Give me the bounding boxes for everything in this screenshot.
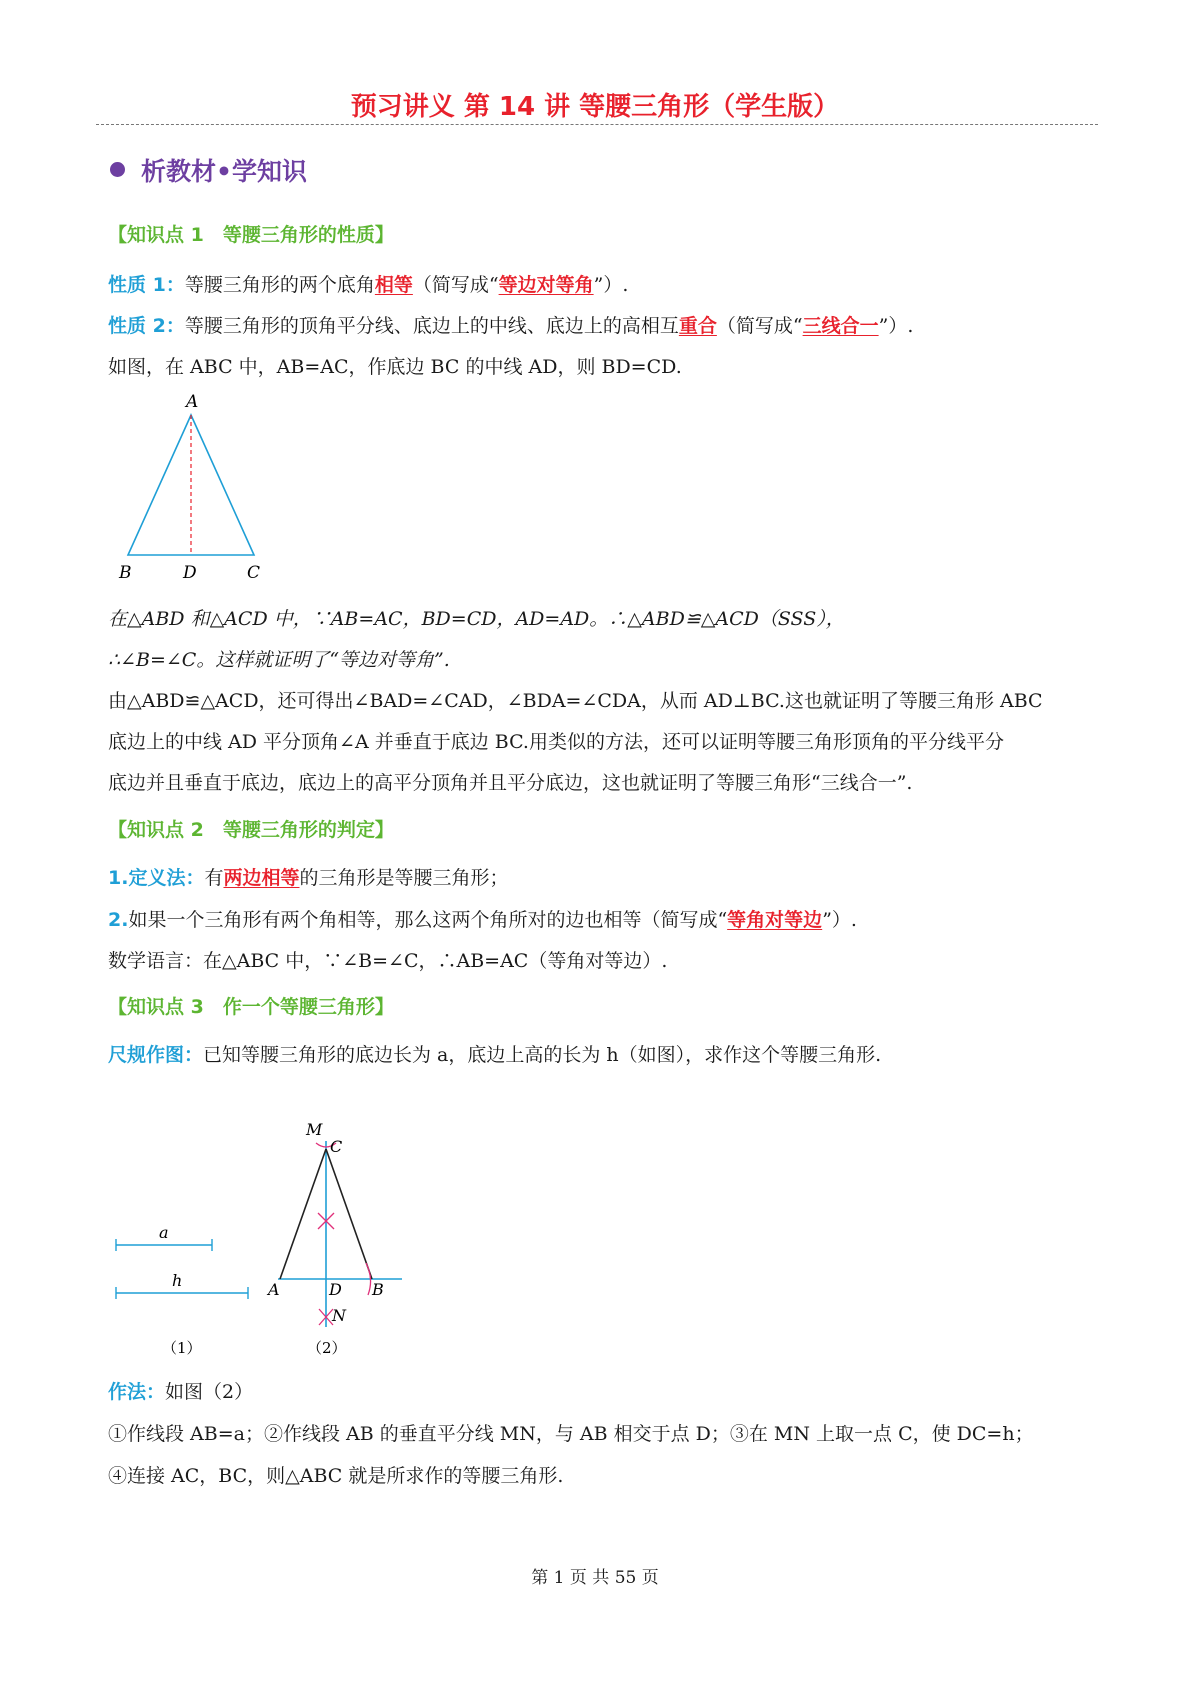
method [108,1377,253,1404]
proof-line-4: 底边上的中线 AD 平分顶角∠A 并垂直于底边 BC.用类似的方法，还可以证明等腰三角形顶角的平分线平分 [108,731,1004,753]
page-title: 预习讲义 第 14 讲 等腰三角形（学生版） [350,92,840,122]
label-m: M [306,1120,323,1139]
criterion-1 [108,863,509,890]
method-text: 如图（2） [165,1381,254,1403]
kp2-heading: 【知识点 2 等腰三角形的判定】 [108,819,394,841]
criterion-2-label: 2. [108,909,129,931]
label-b2: B [372,1280,384,1299]
label-d2: D [329,1280,342,1299]
figure-intro: 如图，在 ABC 中，AB=AC，作底边 BC 的中线 AD，则 BD=CD. [108,356,682,378]
property-2-label: 性质 2： [108,315,185,337]
proof-line-5: 底边并且垂直于底边，底边上的高平分顶角并且平分底边，这也就证明了等腰三角形“三线合一”. [108,772,913,794]
property-2-answer-2: 三线合一 [802,315,879,337]
method-label: 作法： [108,1381,166,1403]
page-number: 第 1 页 共 55 页 [531,1568,659,1588]
construction-task-text: 已知等腰三角形的底边长为 a，底边上高的长为 h（如图），求作这个等腰三角形. [203,1044,882,1066]
math-language: 数学语言：在△ABC 中，∵∠B=∠C，∴AB=AC（等角对等边）. [108,950,668,972]
construction-task [108,1040,881,1067]
section-heading-text: 析教材•学知识 [141,157,307,186]
proof-line-3: 由△ABD≌△ACD，还可得出∠BAD=∠CAD，∠BDA=∠CDA，从而 AD⊥BC.这也就证明了等腰三角形 ABC [108,690,1043,712]
step-line-1: ①作线段 AB=a；②作线段 AB 的垂直平分线 MN，与 AB 相交于点 D；③在 MN 上取一点 C，使 DC=h； [108,1423,1034,1445]
construction-task-label: 尺规作图： [108,1044,204,1066]
title-divider [96,124,1098,125]
property-2 [108,311,913,338]
label-b: B [119,563,132,583]
criterion-1-label: 1.定义法： [108,867,205,889]
step-line-2: ④连接 AC，BC，则△ABC 就是所求作的等腰三角形. [108,1465,564,1487]
proof-line-2: ∴∠B=∠C。这样就证明了“等边对等角”. [108,649,450,671]
criterion-2-answer: 等角对等边 [727,909,823,931]
label-c2: C [330,1137,343,1156]
kp1-heading: 【知识点 1 等腰三角形的性质】 [108,224,394,246]
label-c: C [247,563,261,583]
isosceles-triangle-figure [110,385,280,585]
section-heading [110,152,307,188]
criterion-2-text-b: ”）. [822,909,857,931]
caption-2: （2） [307,1339,347,1357]
caption-1: （1） [162,1339,202,1357]
property-2-text-c: ”）. [878,315,914,337]
label-n: N [332,1306,346,1325]
construction-figure [100,1105,420,1365]
criterion-2 [108,905,857,932]
property-2-text-b: （简写成“ [716,315,803,337]
criterion-1-text: 有 [204,867,224,889]
property-1 [108,270,628,297]
property-1-text-c: ”）. [593,274,629,296]
label-d: D [183,563,197,583]
kp3-heading: 【知识点 3 作一个等腰三角形】 [108,996,394,1018]
label-a: A [186,392,199,412]
criterion-1-answer: 两边相等 [223,867,300,889]
property-1-text-b: （简写成“ [412,274,499,296]
property-1-label: 性质 1： [108,274,185,296]
property-2-text: 等腰三角形的顶角平分线、底边上的中线、底边上的高相互 [184,315,679,337]
label-segment-a: a [159,1223,169,1242]
criterion-2-text: 如果一个三角形有两个角相等，那么这两个角所对的边也相等（简写成“ [128,909,728,931]
property-1-answer-1: 相等 [374,274,413,296]
property-2-answer-1: 重合 [678,315,717,337]
proof-line-1: 在△ABD 和△ACD 中，∵AB=AC，BD=CD，AD=AD。∴△ABD≌△ACD（SSS）， [108,608,845,630]
label-a2: A [268,1280,280,1299]
property-1-answer-2: 等边对等角 [498,274,594,296]
bullet-dot-icon [110,162,125,177]
property-1-text: 等腰三角形的两个底角 [184,274,375,296]
criterion-1-text-b: 的三角形是等腰三角形； [299,867,509,889]
label-segment-h: h [172,1271,183,1290]
